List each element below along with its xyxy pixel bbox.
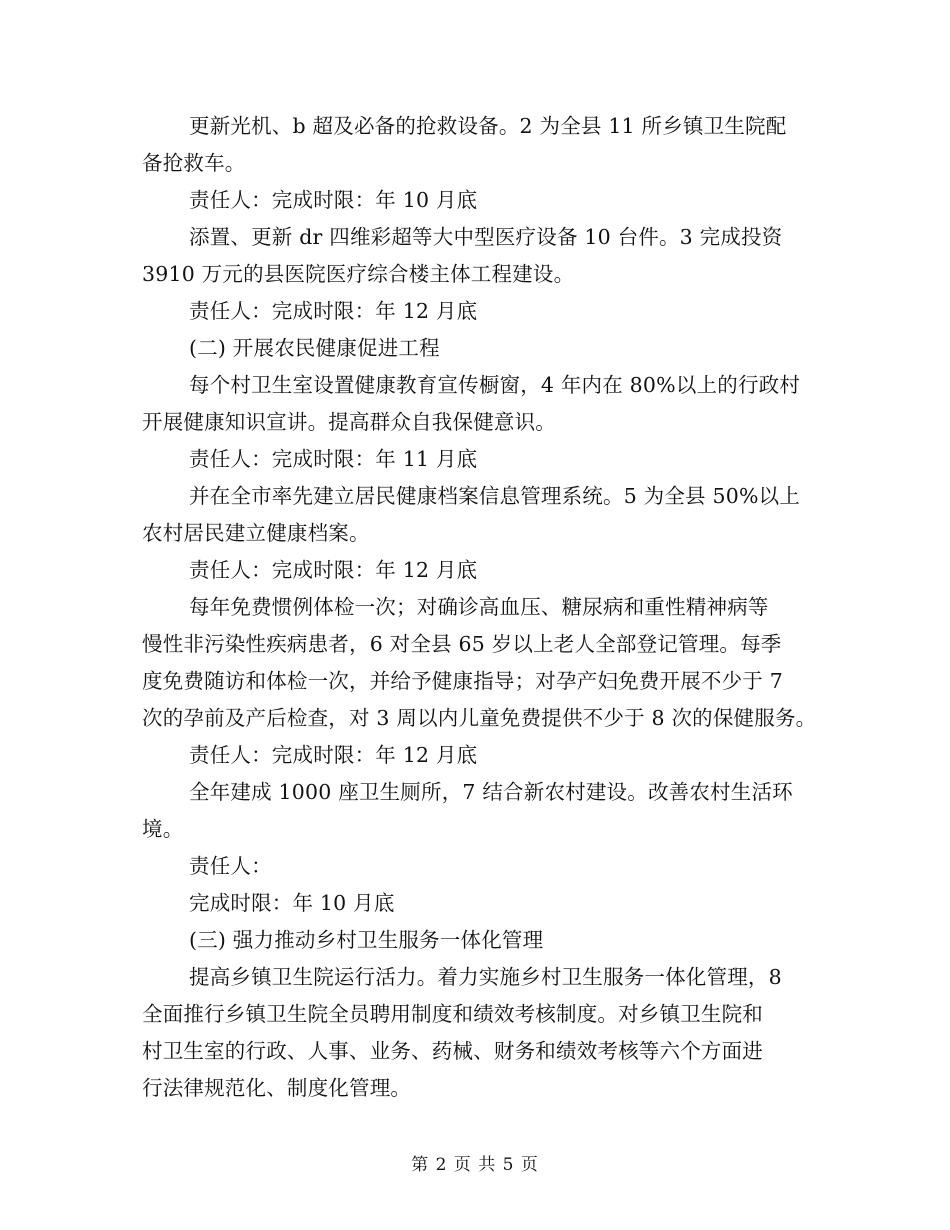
body-line: 并在全市率先建立居民健康档案信息管理系统。5 为全县 50%以上 (189, 484, 801, 508)
body-line: 责任人：完成时限：年 12 月底 (189, 299, 478, 323)
body-line: 村卫生室的行政、人事、业务、药械、财务和绩效考核等六个方面进 (142, 1039, 763, 1063)
body-line: 开展健康知识宣讲。提高群众自我保健意识。 (142, 410, 556, 434)
body-line: 3910 万元的县医院医疗综合楼主体工程建设。 (142, 262, 575, 286)
body-line: 完成时限：年 10 月底 (189, 891, 395, 915)
body-line: 责任人：完成时限：年 10 月底 (189, 188, 478, 212)
body-line: 责任人：完成时限：年 12 月底 (189, 743, 478, 767)
body-line: 更新光机、b 超及必备的抢救设备。2 为全县 11 所乡镇卫生院配 (189, 114, 787, 138)
body-line: 全面推行乡镇卫生院全员聘用制度和绩效考核制度。对乡镇卫生院和 (142, 1002, 763, 1026)
body-line: 提高乡镇卫生院运行活力。着力实施乡村卫生服务一体化管理，8 (189, 965, 782, 989)
section-heading: (二) 开展农民健康促进工程 (189, 336, 440, 360)
body-line: 次的孕前及产后检查，对 3 周以内儿童免费提供不少于 8 次的保健服务。 (142, 706, 817, 730)
body-line: 备抢救车。 (142, 151, 246, 175)
body-line: 度免费随访和体检一次，并给予健康指导；对孕产妇免费开展不少于 7 (142, 669, 783, 693)
body-line: 添置、更新 dr 四维彩超等大中型医疗设备 10 台件。3 完成投资 (189, 225, 783, 249)
body-line: 行法律规范化、制度化管理。 (142, 1076, 412, 1100)
page-number-footer: 第 2 页 共 5 页 (411, 1155, 539, 1175)
body-line: 境。 (142, 817, 184, 841)
body-line: 慢性非污染性疾病患者，6 对全县 65 岁以上老人全部登记管理。每季 (142, 632, 782, 656)
body-line: 责任人：完成时限：年 12 月底 (189, 558, 478, 582)
body-line: 责任人： (189, 854, 272, 878)
body-line: 每年免费惯例体检一次；对确诊高血压、糖尿病和重性精神病等 (189, 595, 769, 619)
body-line: 全年建成 1000 座卫生厕所，7 结合新农村建设。改善农村生活环 (189, 780, 793, 804)
body-line: 农村居民建立健康档案。 (142, 521, 370, 545)
section-heading: (三) 强力推动乡村卫生服务一体化管理 (189, 928, 544, 952)
body-line: 责任人：完成时限：年 11 月底 (189, 447, 478, 471)
body-line: 每个村卫生室设置健康教育宣传橱窗，4 年内在 80%以上的行政村 (189, 373, 801, 397)
